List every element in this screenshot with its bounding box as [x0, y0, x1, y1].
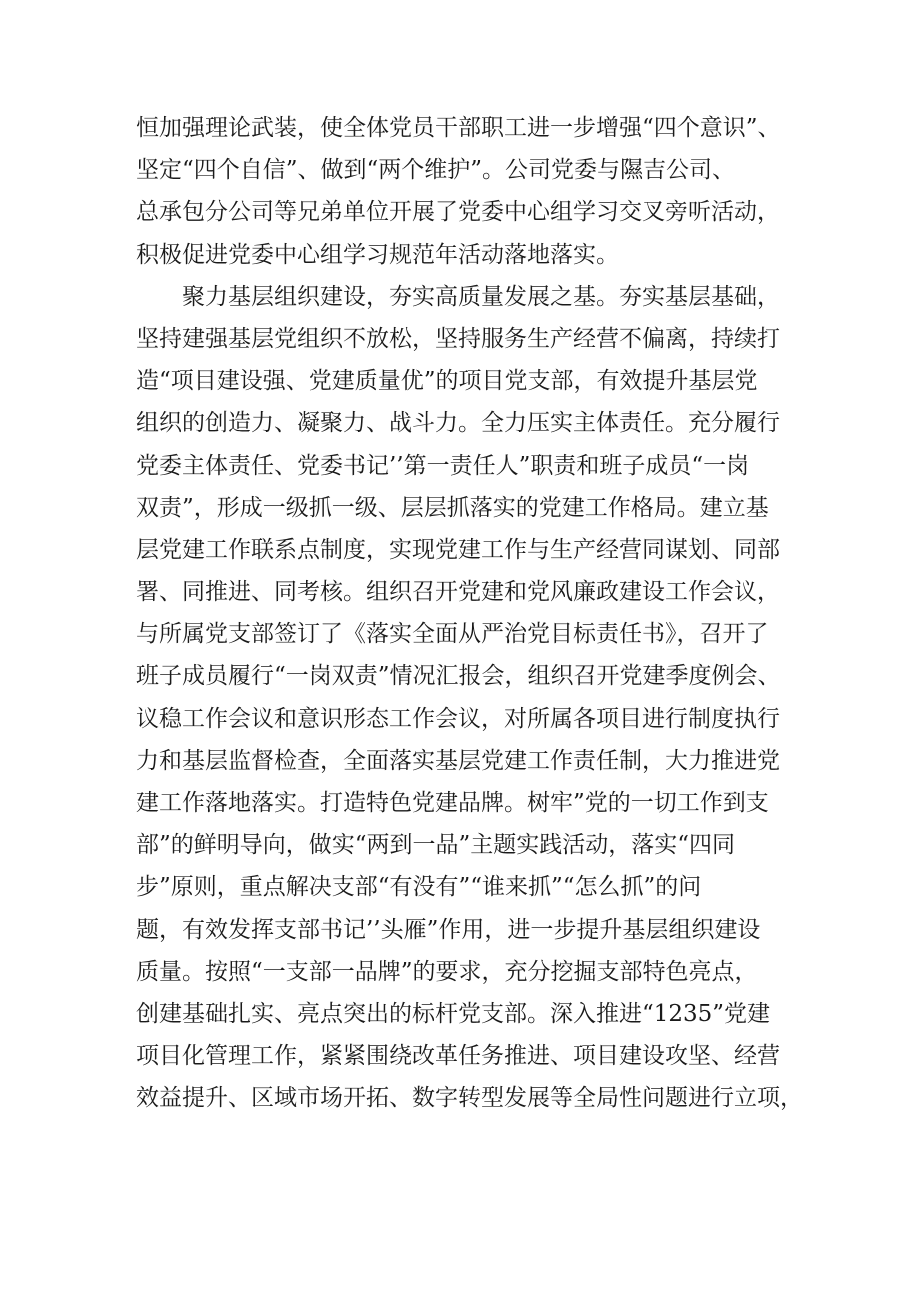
text-line: 班子成员履行“一岗双责”情况汇报会，组织召开党建季度例会、 [136, 663, 781, 690]
text-line: 双责”，形成一级抓一级、层层抓落实的党建工作格局。建立基 [136, 494, 769, 521]
text-line: 题，有效发挥支部书记’’头雁”作用，进一步提升基层组织建设 [136, 916, 761, 943]
text-line: 步”原则，重点解决支部“有没有”“谁来抓”“怎么抓”的问 [136, 874, 702, 901]
text-line: 总承包分公司等兄弟单位开展了党委中心组学习交叉旁听活动， [136, 199, 780, 226]
text-line: 造“项目建设强、党建质量优”的项目党支部，有效提升基层党 [136, 368, 758, 395]
text-line: 质量。按照“一支部一品牌”的要求，充分挖掘支部特色亮点， [136, 958, 758, 985]
text-line: 组织的创造力、凝聚力、战斗力。全力压实主体责任。充分履行 [136, 410, 780, 437]
text-line: 积极促进党委中心组学习规范年活动落地落实。 [136, 241, 619, 268]
text-line: 聚力基层组织建设，夯实高质量发展之基。夯实基层基础， [182, 283, 780, 310]
text-line: 恒加强理论武装，使全体党员干部职工进一步增强“四个意识”、 [136, 115, 781, 141]
text-line: 效益提升、区域市场开拓、数字转型发展等全局性问题进行立项， [136, 1085, 803, 1112]
text-line: 党委主体责任、党委书记’’第一责任人”职责和班子成员“一岗 [136, 452, 750, 479]
document-body [136, 107, 803, 1120]
text-line: 坚定“四个自信”、做到“两个维护”。公司党委与隰吉公司、 [136, 157, 736, 184]
paragraph-1 [136, 107, 796, 276]
text-line: 建工作落地落实。打造特色党建品牌。树牢”党的一切工作到支 [136, 790, 769, 816]
text-line: 力和基层监督检查，全面落实基层党建工作责任制，大力推进党 [136, 747, 780, 774]
text-line: 层党建工作联系点制度，实现党建工作与生产经营同谋划、同部 [136, 536, 780, 563]
text-line: 与所属党支部签订了《落实全面从严治党目标责任书》，召开了 [136, 621, 769, 648]
text-line: 创建基础扎实、亮点突出的标杆党支部。深入推进“1235”党建 [136, 1000, 771, 1027]
text-line: 项目化管理工作，紧紧围绕改革任务推进、项目建设攻坚、经营 [136, 1043, 780, 1070]
text-line: 坚持建强基层党组织不放松，坚持服务生产经营不偏离，持续打 [136, 325, 780, 352]
text-line: 部”的鲜明导向，做实“两到一品”主题实践活动，落实“四同 [136, 832, 736, 859]
text-line: 署、同推进、同考核。组织召开党建和党风廉政建设工作会议， [136, 579, 780, 606]
text-line: 议稳工作会议和意识形态工作会议，对所属各项目进行制度执行 [136, 705, 780, 732]
paragraph-2 [136, 276, 803, 1120]
